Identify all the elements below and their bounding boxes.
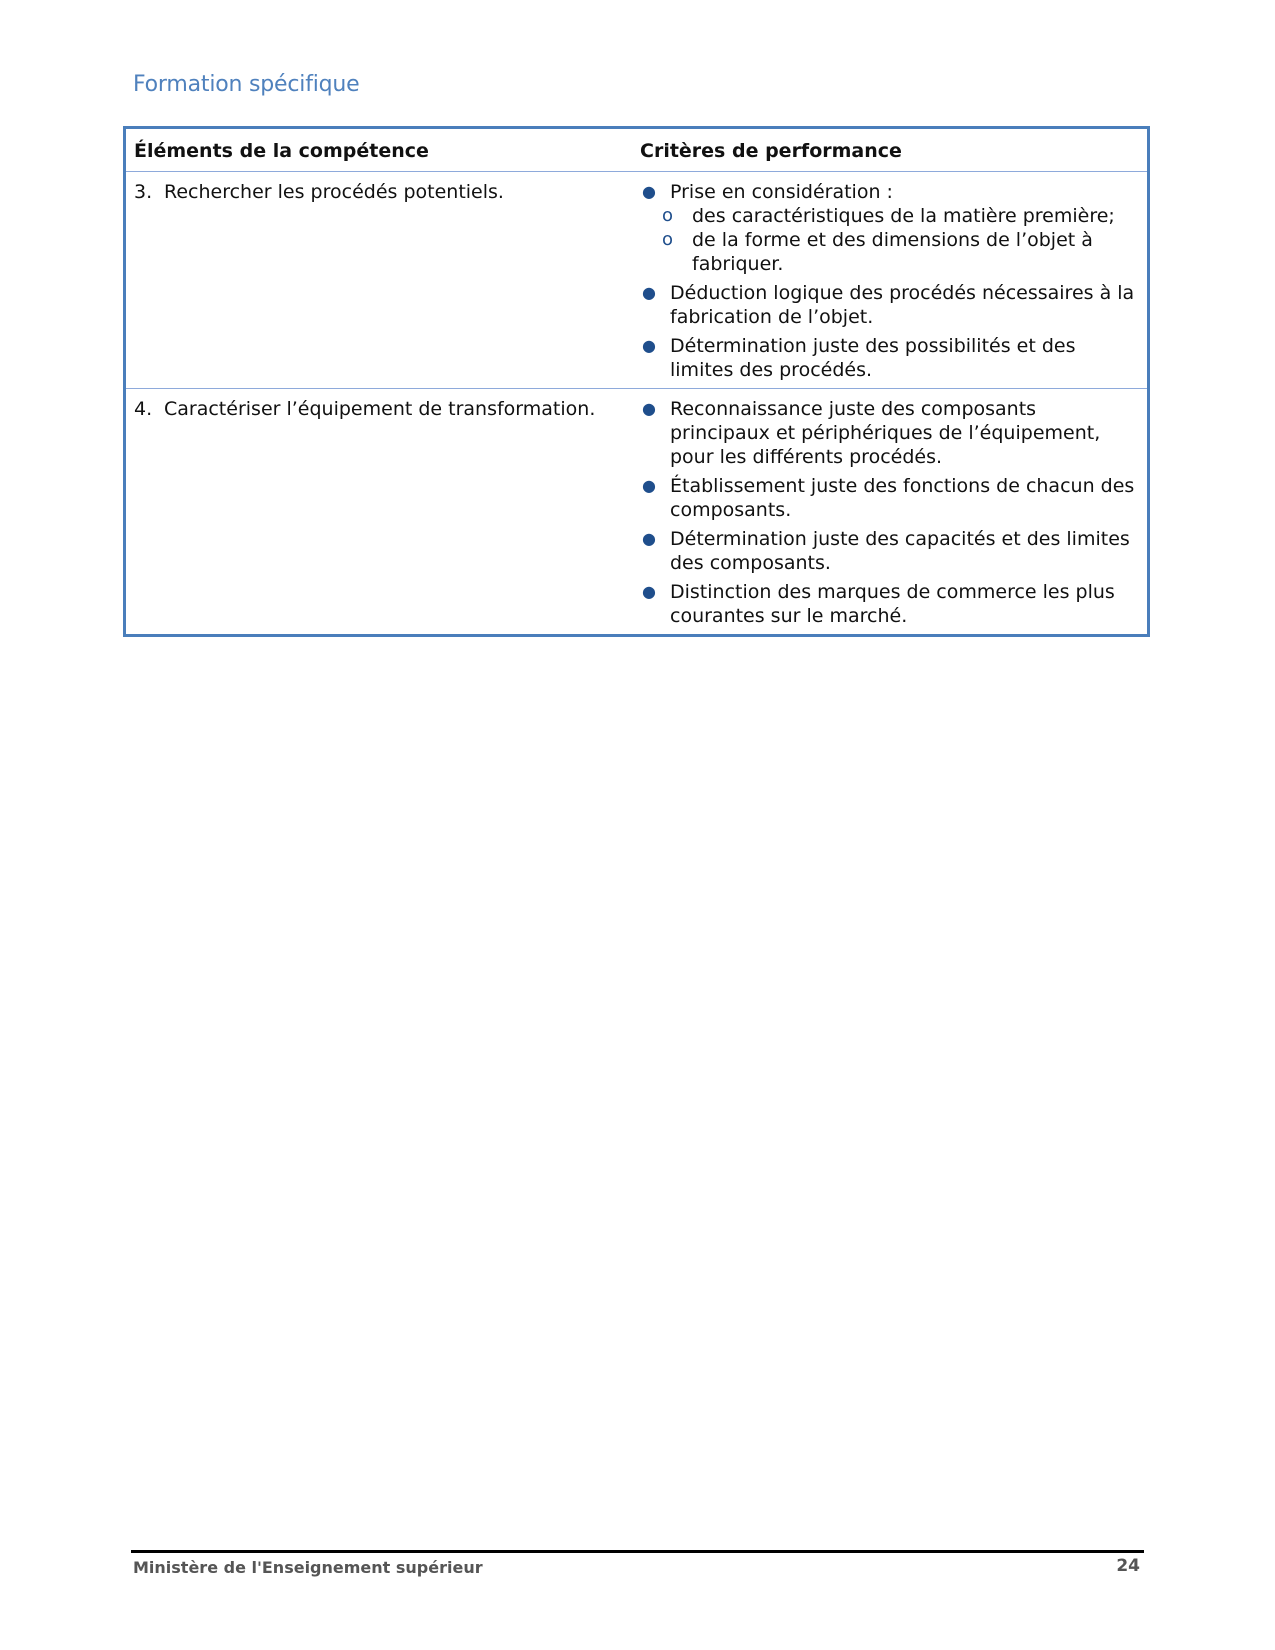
criteria-text: Détermination juste des capacités et des limites des composants. [670, 528, 1130, 574]
sub-criteria-item [662, 228, 1139, 276]
sub-criteria-text: de la forme et des dimensions de l’objet à fabriquer. [692, 229, 1093, 275]
criteria-text: Prise en considération : [670, 181, 893, 203]
bullet-icon: ● [642, 476, 656, 495]
sub-bullet-icon: o [662, 205, 674, 226]
bullet-icon: ● [642, 582, 656, 601]
criteria-text: Distinction des marques de commerce les plus courantes sur le marché. [670, 581, 1115, 627]
column-header-criteria: Critères de performance [640, 140, 902, 162]
element-number: 4. [134, 398, 153, 420]
footer-divider [131, 1550, 1144, 1553]
criteria-item [640, 527, 1139, 575]
page-number: 24 [1116, 1556, 1140, 1576]
criteria-cell [636, 389, 1147, 634]
sub-criteria-text: des caractéristiques de la matière première; [692, 205, 1115, 227]
criteria-text: Détermination juste des possibilités et des limites des procédés. [670, 335, 1076, 381]
element-text: Caractériser l’équipement de transformation. [164, 398, 596, 420]
bullet-icon: ● [642, 283, 656, 302]
element-cell [126, 172, 636, 388]
criteria-item [640, 334, 1139, 382]
bullet-icon: ● [642, 399, 656, 418]
criteria-text: Reconnaissance juste des composants principaux et périphériques de l’équipement, pour les différents procédés. [670, 398, 1101, 468]
criteria-item [640, 397, 1139, 469]
bullet-icon: ● [642, 529, 656, 548]
footer-ministry: Ministère de l'Enseignement supérieur [133, 1558, 483, 1577]
criteria-item [640, 180, 1139, 276]
element-cell [126, 389, 636, 634]
column-header-elements: Éléments de la compétence [134, 140, 429, 162]
sub-bullet-icon: o [662, 229, 674, 250]
criteria-text: Établissement juste des fonctions de chacun des composants. [670, 475, 1135, 521]
page-title: Formation spécifique [133, 72, 360, 97]
bullet-icon: ● [642, 336, 656, 355]
criteria-item [640, 580, 1139, 628]
criteria-list [640, 397, 1139, 628]
criteria-cell [636, 172, 1147, 388]
sub-criteria-item [662, 204, 1139, 228]
element-number: 3. [134, 181, 153, 203]
competency-table [123, 126, 1150, 637]
bullet-icon: ● [642, 182, 656, 201]
element-text: Rechercher les procédés potentiels. [164, 181, 504, 203]
criteria-text: Déduction logique des procédés nécessaires à la fabrication de l’objet. [670, 282, 1135, 328]
criteria-item [640, 474, 1139, 522]
table-header-row [126, 129, 1147, 172]
table-row [126, 389, 1147, 634]
table-row [126, 172, 1147, 389]
criteria-item [640, 281, 1139, 329]
criteria-list [640, 180, 1139, 382]
sub-criteria-list [662, 204, 1139, 276]
